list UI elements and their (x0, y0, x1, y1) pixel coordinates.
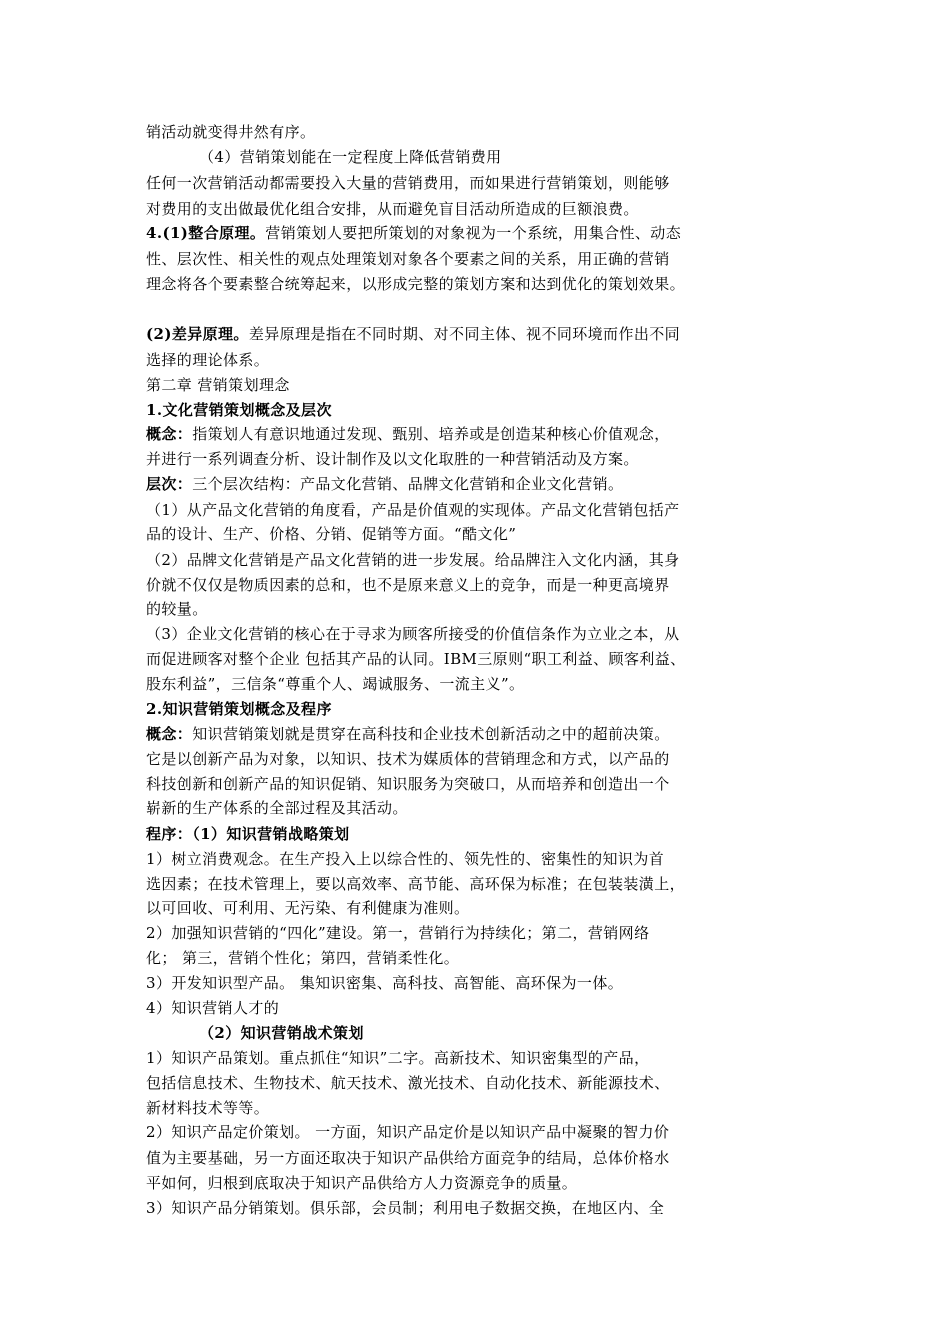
bold-text: 2.知识营销策划概念及程序 (146, 700, 332, 718)
text-run: 3）开发知识型产品。 集知识密集、高科技、高智能、高环保为一体。 (146, 974, 624, 992)
text-line (146, 922, 649, 944)
text-line (146, 549, 680, 571)
text-line (146, 1121, 669, 1143)
text-line (146, 997, 279, 1019)
text-run: 任何一次营销活动都需要投入大量的营销费用，而如果进行营销策划，则能够 (146, 174, 670, 192)
text-run: 1）知识产品策划。重点抓住“知识”二字。高新技术、知识密集型的产品， (146, 1049, 650, 1067)
text-line (146, 897, 469, 919)
text-run: 知识营销策划就是贯穿在高科技和企业技术创新活动之中的超前决策。 (192, 725, 670, 743)
text-run: 而促进顾客对整个企业 包括其产品的认同。IBM三原则“职工利益、顾客利益、 (146, 650, 686, 668)
text-run: 平如何，归根到底取决于知识产品供给方人力资源竞争的质量。 (146, 1174, 578, 1192)
text-line (146, 222, 681, 244)
text-line (199, 1022, 364, 1044)
text-line (146, 748, 670, 770)
text-run: 品的设计、生产、价格、分销、促销等方面。“酷文化” (146, 525, 517, 543)
bold-text: 4.(1)整合原理。 (146, 224, 266, 242)
text-run: 指策划人有意识地通过发现、甄别、培养或是创造某种核心价值观念， (192, 425, 670, 443)
text-run: 并进行一系列调查分析、设计制作及以文化取胜的一种营销活动及方案。 (146, 450, 639, 468)
text-line (146, 349, 269, 371)
text-run: 价就不仅仅是物质因素的总和，也不是原来意义上的竞争，而是一种更高境界 (146, 576, 670, 594)
text-run: 对费用的支出做最优化组合安排，从而避免盲目活动所造成的巨额浪费。 (146, 200, 639, 218)
text-line (146, 473, 623, 495)
text-run: （3）企业文化营销的核心在于寻求为顾客所接受的价值信条作为立业之本，从 (146, 625, 680, 643)
text-run: 化； 第三，营销个性化；第四，营销柔性化。 (146, 949, 460, 967)
text-run: 第二章 营销策划理念 (146, 376, 290, 394)
text-line (146, 623, 680, 645)
bold-text: 层次： (146, 475, 193, 493)
text-line (146, 121, 315, 143)
text-line (146, 574, 670, 596)
text-run: 的较量。 (146, 600, 208, 618)
text-run: 1）树立消费观念。在生产投入上以综合性的、领先性的、密集性的知识为首 (146, 850, 665, 868)
text-run: 选择的理论体系。 (146, 351, 270, 369)
text-line (146, 1147, 670, 1169)
text-line (146, 873, 685, 895)
text-run: 新材料技术等等。 (146, 1099, 270, 1117)
text-line (146, 499, 680, 521)
text-line (146, 423, 670, 445)
text-line (146, 399, 332, 421)
text-line (146, 797, 408, 819)
text-line (146, 198, 639, 220)
text-line (146, 848, 664, 870)
text-line (146, 1072, 670, 1094)
text-run: 理念将各个要素整合统筹起来，以形成完整的策划方案和达到优化的策划效果。 (146, 275, 686, 293)
bold-text: （2）知识营销战术策划 (199, 1024, 364, 1042)
text-line (146, 972, 623, 994)
bold-text: (2)差异原理。 (146, 325, 249, 343)
text-line (146, 1047, 649, 1069)
text-line (146, 723, 670, 745)
text-line (146, 273, 685, 295)
text-run: 销活动就变得井然有序。 (146, 123, 316, 141)
bold-text: 概念： (146, 425, 193, 443)
text-line (146, 448, 639, 470)
text-run: 营销策划人要把所策划的对象视为一个系统，用集合性、动态 (265, 224, 682, 242)
text-run: 以可回收、可利用、无污染、有利健康为准则。 (146, 899, 470, 917)
text-run: （1）从产品文化营销的角度看，产品是价值观的实现体。产品文化营销包括产 (146, 501, 680, 519)
text-run: 崭新的生产体系的全部过程及其活动。 (146, 799, 408, 817)
text-run: 性、层次性、相关性的观点处理策划对象各个要素之间的关系，用正确的营销 (146, 250, 670, 268)
text-line (146, 172, 670, 194)
text-line (146, 1097, 269, 1119)
text-line (146, 773, 670, 795)
text-line (146, 698, 332, 720)
text-line (199, 146, 502, 168)
text-line (146, 1172, 577, 1194)
text-run: 股东利益”，三信条“尊重个人、竭诚服务、一流主义”。 (146, 675, 525, 693)
text-run: 科技创新和创新产品的知识促销、知识服务为突破口，从而培养和创造出一个 (146, 775, 670, 793)
text-run: 差异原理是指在不同时期、对不同主体、视不同环境而作出不同 (248, 325, 681, 343)
text-run: 三个层次结构：产品文化营销、品牌文化营销和企业文化营销。 (192, 475, 624, 493)
text-line (146, 648, 686, 670)
text-run: 包括信息技术、生物技术、航天技术、激光技术、自动化技术、新能源技术、 (146, 1074, 670, 1092)
text-line (146, 1197, 664, 1219)
text-run: （2）品牌文化营销是产品文化营销的进一步发展。给品牌注入文化内涵，其身 (146, 551, 680, 569)
text-run: 3）知识产品分销策划。俱乐部，会员制；利用电子数据交换，在地区内、全 (146, 1199, 665, 1217)
bold-text: 1.文化营销策划概念及层次 (146, 401, 332, 419)
text-line (146, 947, 459, 969)
text-line (146, 523, 516, 545)
text-line (146, 823, 350, 845)
text-run: 值为主要基础，另一方面还取决于知识产品供给方面竞争的结局，总体价格水 (146, 1149, 670, 1167)
text-run: 选因素；在技术管理上，要以高效率、高节能、高环保为标准；在包装装潢上， (146, 875, 686, 893)
text-line (146, 598, 208, 620)
text-run: 它是以创新产品为对象，以知识、技术为媒质体的营销理念和方式，以产品的 (146, 750, 670, 768)
text-run: 2）知识产品定价策划。 一方面，知识产品定价是以知识产品中凝聚的智力价 (146, 1123, 670, 1141)
text-run: （4）营销策划能在一定程度上降低营销费用 (199, 148, 502, 166)
text-run: 2）加强知识营销的“四化”建设。第一，营销行为持续化；第二，营销网络 (146, 924, 650, 942)
text-line (146, 673, 524, 695)
bold-text: 程序：（1）知识营销战略策划 (146, 825, 350, 843)
text-line (146, 374, 290, 396)
bold-text: 概念： (146, 725, 193, 743)
text-line (146, 323, 680, 345)
text-run: 4）知识营销人才的 (146, 999, 280, 1017)
text-line (146, 248, 670, 270)
